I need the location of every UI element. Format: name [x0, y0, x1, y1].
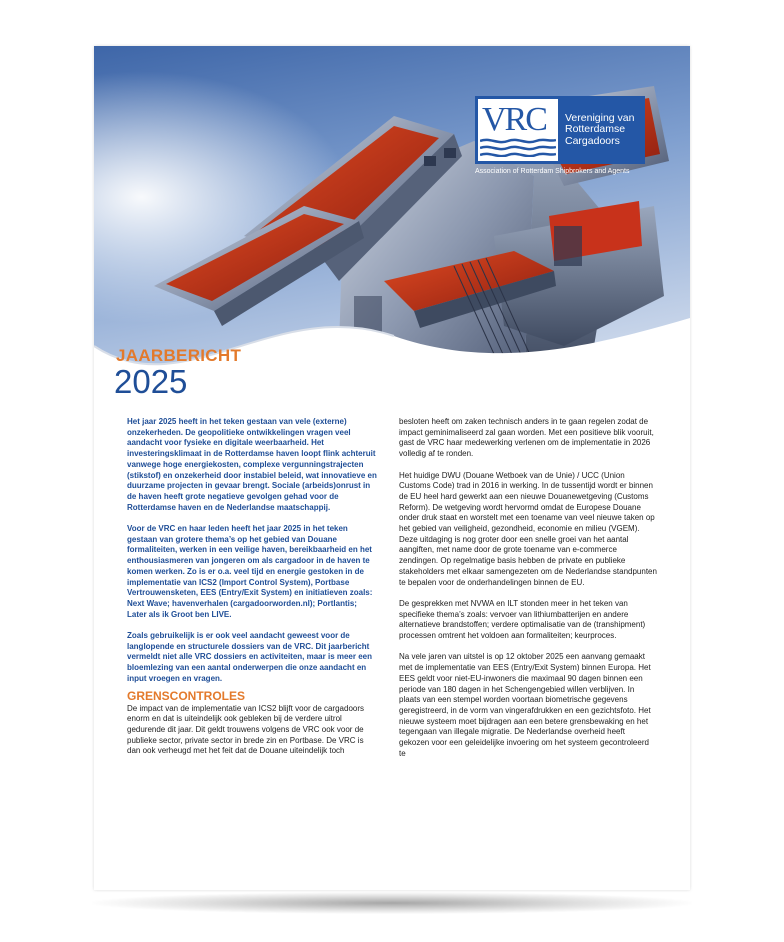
intro-paragraph: Voor de VRC en haar leden heeft het jaar 2025 in het teken gestaan van grotere thema’s op het gebied van Douane formaliteiten, werken in een veilige haven, bereikbaarheid en het enthousiasmeren van jongeren om als cargadoor in de haven te komen werken. Zo is er o.a. veel tijd en energie gestoken in de implementatie van ICS2 (Import Control System), Portbase Vertrouwensketen, EES (Entry/Exit System) en initiatieven zoals: Next Wave; havenverhalen (cargadoorworden.nl); Portlantis; Later als ik Groot ben LIVE.	[127, 524, 373, 619]
body-paragraph: De gesprekken met NVWA en ILT stonden meer in het teken van specifieke thema’s zoals: vervoer van lithiumbatterijen en andere alternatieve brandstoffen; verdere optimalisatie van de (transhipment) processen omtrent het voldoen aan formaliteiten; keurproces.	[399, 598, 646, 641]
body-paragraph: besloten heeft om zaken technisch anders in te gaan regelen zodat de impact geminimaliseerd zal gaan worden. Met een positieve blik vooruit, gast de VRC haar medewerking verlenen om de implementatie in 2026 volledig af te ronden.	[399, 417, 654, 459]
logo-name-line: Vereniging van	[565, 111, 635, 124]
logo-mark-text: VRC	[482, 101, 546, 138]
report-kicker: JAARBERICHT	[116, 346, 242, 365]
intro-paragraph: Zoals gebruikelijk is er ook veel aandacht geweest voor de langlopende en structurele dossiers van de VRC. Dit jaarbericht vermeldt niet alle VRC dossiers en activiteiten, maar is meer een bloemlezing van een aantal onderwerpen die onze aandacht en input vroegen en vragen.	[127, 631, 372, 683]
intro-paragraph: Het jaar 2025 heeft in het teken gestaan van vele (externe) onzekerheden. De geopolitieke ontwikkelingen vragen veel aandacht voor fysieke en digitale weerbaarheid. Het investeringsklimaat in de Rotterdamse haven loopt flink achteruit vanwege hoge energiekosten, complexe vergunningstrajecten (stikstof) en onzekerheid door instabiel beleid, wat innovatieve en duurzame projecten in gevaar brengt. Sociale (arbeids)onrust in de haven heeft grote negatieve gevolgen gehad voor de Rotterdamse haven en de Nederlandse maatschappij.	[127, 417, 377, 512]
vrc-logo	[475, 96, 645, 164]
left-column	[127, 417, 377, 768]
logo-name-line: Cargadoors	[565, 134, 620, 147]
section-title-grenscontroles: GRENSCONTROLES	[127, 688, 246, 703]
body-paragraph: Na vele jaren van uitstel is op 12 oktober 2025 een aanvang gemaakt met de implementatie van EES (Entry/Exit System) binnen Europa. Het EES geldt voor niet-EU-inwoners die maximaal 90 dagen binnen een periode van 180 dagen in het Schengengebied willen verblijven. In plaats van een stempel worden voortaan biometrische gegevens geregistreerd, in de vorm van vingerafdrukken en een gezichtsfoto. Het nieuwe systeem moet bijdragen aan een betere grensbewaking en het tegengaan van illegale migratie. De Nederlandse overheid heeft gekozen voor een geleidelijke invoering om het systeem gecontroleerd te	[399, 652, 651, 758]
page-shadow	[92, 892, 692, 914]
body-paragraph: Het huidige DWU (Douane Wetboek van de Unie) / UCC (Union Customs Code) trad in 2016 in werking. In de tussentijd wordt er binnen de EU heel hard gewerkt aan een nieuwe Douanewetgeving (Customs Reform). De wetgeving wordt hervormd omdat de Europese Douane onder druk staat en worstelt met een toename van veel nieuwe taken op het gebied van veiligheid, gezondheid, economie en milieu (VGEM). Deze uitdaging is nog groter door een snelle groei van het aantal aangiften, met name door de grote toename van e-commerce zendingen. Op regelmatige basis hebben de private en publieke stakeholders met elkaar samengezeten om de Nederlandse standpunten te bepalen voor de onderhandelingen binnen de EU.	[399, 470, 657, 587]
right-column	[399, 417, 657, 770]
wave-icon	[480, 137, 556, 157]
vrc-logo-mark	[478, 99, 558, 161]
logo-name-line: Rotterdamse	[565, 123, 626, 136]
report-year: 2025	[114, 363, 188, 400]
logo-name	[565, 113, 634, 148]
logo-tagline: Association of Rotterdam Shipbrokers and Agents	[475, 168, 630, 175]
body-paragraph: De impact van de implementatie van ICS2 blijft voor de cargadoors enorm en dat is uiteindelijk ook gebleken bij de verdere uitrol gedurende dit jaar. Dit geldt trouwens volgens de VRC ook voor de publieke sector, private sector in brede zin en Portbase. De VRC is dan ook verheugd met het feit dat de Douane uiteindelijk toch	[127, 703, 365, 756]
brochure-page	[94, 46, 690, 890]
